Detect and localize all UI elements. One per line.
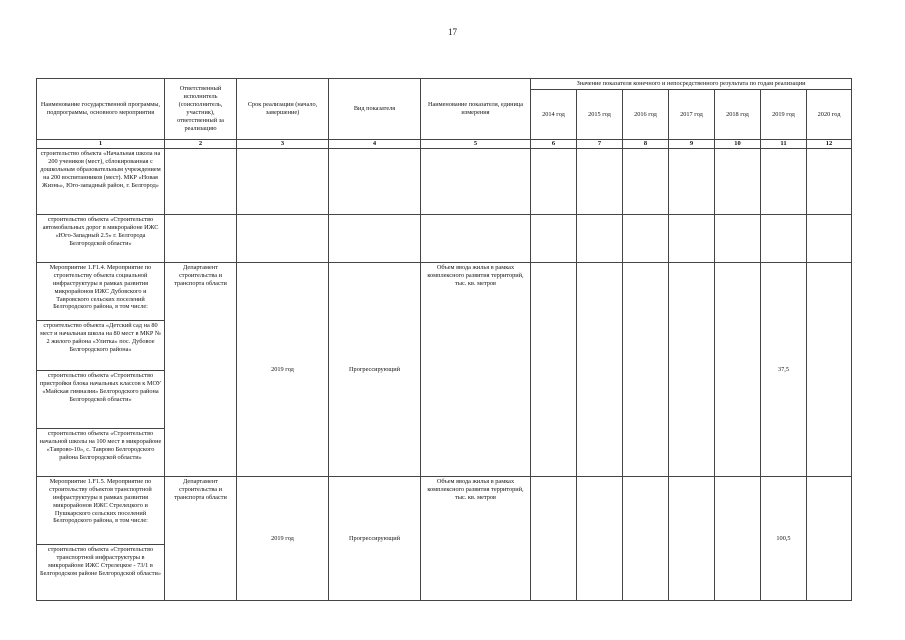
column-number: 3 xyxy=(237,140,329,149)
indicator-table xyxy=(36,78,852,601)
term-cell: 2019 год xyxy=(237,477,329,601)
header-year: 2018 год xyxy=(715,90,761,140)
value-cell-2020 xyxy=(807,263,852,477)
object-name-cell: строительство объекта «Детский сад на 80 мест и начальная школа на 80 мест в МКР № 2 жилого района «Улитка» пос. Дубовое Белгородского района» xyxy=(37,321,165,371)
executor-cell: Департамент строительства и транспорта области xyxy=(165,477,237,601)
value-cell-2017 xyxy=(669,263,715,477)
empty-cell xyxy=(421,149,531,215)
term-cell: 2019 год xyxy=(237,263,329,477)
empty-cell xyxy=(715,215,761,263)
page-number: 17 xyxy=(448,27,457,37)
empty-cell xyxy=(329,215,421,263)
header-values-group: Значение показателя конечного и непосредственного результата по годам реализации xyxy=(531,79,852,90)
object-name-cell: строительство объекта «Строительство начальной школы на 100 мест в микрорайоне «Таврово-10», с. Таврово Белгородского района Белгородской области» xyxy=(37,429,165,477)
column-number: 10 xyxy=(715,140,761,149)
empty-cell xyxy=(623,215,669,263)
value-cell-2020 xyxy=(807,477,852,601)
value-cell-2014 xyxy=(531,477,577,601)
empty-cell xyxy=(237,149,329,215)
column-number: 9 xyxy=(669,140,715,149)
value-cell-2016 xyxy=(623,477,669,601)
header-year: 2014 год xyxy=(531,90,577,140)
indicator-name-cell: Объем ввода жилья в рамках комплексного развития территорий, тыс. кв. метров xyxy=(421,477,531,601)
empty-cell xyxy=(715,149,761,215)
empty-cell xyxy=(329,149,421,215)
measure-name-cell: Мероприятие 1.F1.4. Мероприятие по строительству объекта социальной инфраструктуры в рамках развития микрорайонов ИЖС Дубовского и Тавровского сельских поселений Белгородского района, в том числе: xyxy=(37,263,165,321)
header-executor: Ответственный исполнитель (соисполнитель, участник), ответственный за реализацию xyxy=(165,79,237,140)
column-number: 1 xyxy=(37,140,165,149)
object-name-cell: строительство объекта «Строительство автомобильных дорог в микрорайоне ИЖС «Юго-Западный 2.5» г. Белгорода Белгородской области» xyxy=(37,215,165,263)
value-cell-2018 xyxy=(715,263,761,477)
empty-cell xyxy=(531,215,577,263)
header-term: Срок реализации (начало, завершение) xyxy=(237,79,329,140)
object-name-cell: строительство объекта «Строительство транспортной инфраструктуры в микрорайоне ИЖС Стрелецкое - 73/1 в Белгородском районе Белгородской области» xyxy=(37,545,165,601)
empty-cell xyxy=(421,215,531,263)
empty-cell xyxy=(761,215,807,263)
indicator-kind-cell: Прогрессирующий xyxy=(329,263,421,477)
column-number: 2 xyxy=(165,140,237,149)
empty-cell xyxy=(577,149,623,215)
column-number: 8 xyxy=(623,140,669,149)
empty-cell xyxy=(577,215,623,263)
empty-cell xyxy=(807,149,852,215)
empty-cell xyxy=(669,149,715,215)
value-cell-2019: 37,5 xyxy=(761,263,807,477)
measure-name-cell: Мероприятие 1.F1.5. Мероприятие по строительству объектов транспортной инфраструктуры в рамках развития микрорайонов ИЖС Стрелецкого и Пушкарского сельских поселений Белгородского района, в том числе: xyxy=(37,477,165,545)
header-year: 2016 год xyxy=(623,90,669,140)
column-number: 4 xyxy=(329,140,421,149)
empty-cell xyxy=(165,215,237,263)
indicator-kind-cell: Прогрессирующий xyxy=(329,477,421,601)
value-cell-2016 xyxy=(623,263,669,477)
empty-cell xyxy=(761,149,807,215)
header-program-name: Наименование государственной программы, подпрограммы, основного мероприятия xyxy=(37,79,165,140)
header-year: 2019 год xyxy=(761,90,807,140)
column-number: 5 xyxy=(421,140,531,149)
value-cell-2015 xyxy=(577,263,623,477)
value-cell-2017 xyxy=(669,477,715,601)
value-cell-2014 xyxy=(531,263,577,477)
value-cell-2018 xyxy=(715,477,761,601)
column-number: 12 xyxy=(807,140,852,149)
column-number: 11 xyxy=(761,140,807,149)
object-name-cell: строительство объекта «Начальная школа на 200 учеников (мест), сблокированная с дошкольным образовательным учреждением на 200 воспитанников (мест). МКР «Новая Жизнь», Юго-западный район, г. Белгород» xyxy=(37,149,165,215)
object-name-cell: строительство объекта «Строительство пристройки блока начальных классов к МОУ «Майская гимназия» Белгородского района Белгородской области» xyxy=(37,371,165,429)
header-year: 2017 год xyxy=(669,90,715,140)
value-cell-2015 xyxy=(577,477,623,601)
empty-cell xyxy=(237,215,329,263)
header-indicator-name: Наименование показателя, единица измерения xyxy=(421,79,531,140)
column-number: 6 xyxy=(531,140,577,149)
empty-cell xyxy=(165,149,237,215)
header-year: 2020 год xyxy=(807,90,852,140)
value-cell-2019: 100,5 xyxy=(761,477,807,601)
indicator-name-cell: Объем ввода жилья в рамках комплексного развития территорий, тыс. кв. метров xyxy=(421,263,531,477)
empty-cell xyxy=(807,215,852,263)
header-indicator-kind: Вид показателя xyxy=(329,79,421,140)
executor-cell: Департамент строительства и транспорта области xyxy=(165,263,237,477)
empty-cell xyxy=(623,149,669,215)
header-year: 2015 год xyxy=(577,90,623,140)
column-number: 7 xyxy=(577,140,623,149)
empty-cell xyxy=(531,149,577,215)
empty-cell xyxy=(669,215,715,263)
